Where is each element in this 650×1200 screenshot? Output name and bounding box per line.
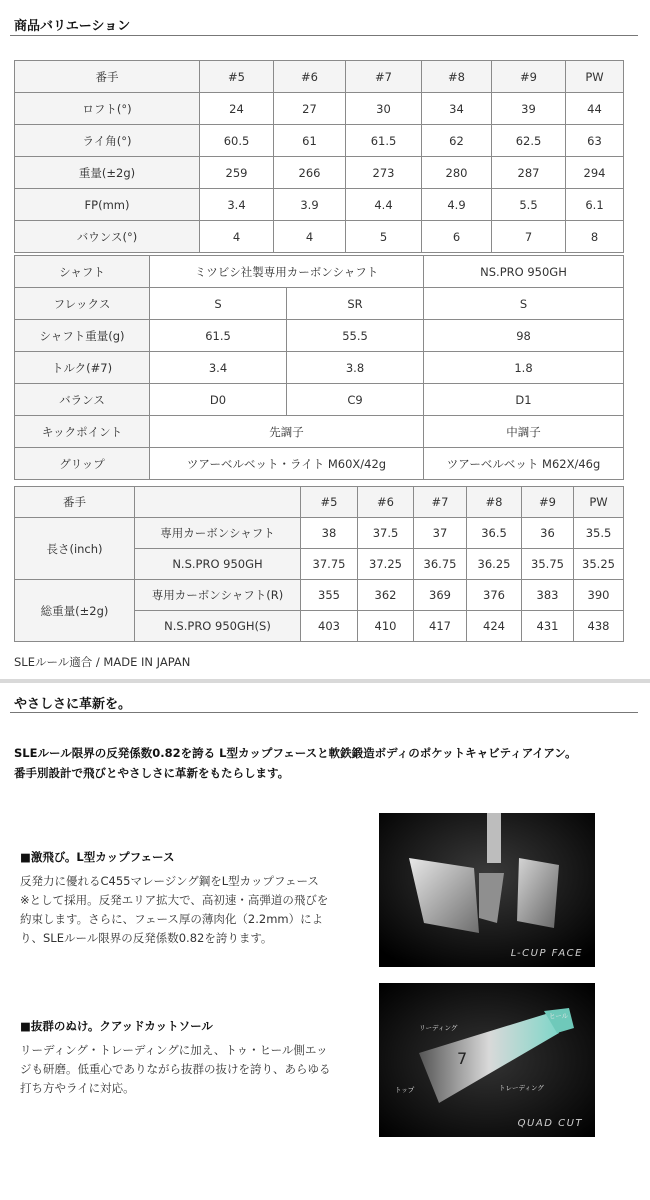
table-cell: 369: [414, 580, 467, 611]
rule-note: SLEルール適合 / MADE IN JAPAN: [14, 655, 191, 669]
table-cell: 362: [358, 580, 414, 611]
table-cell: 重量(±2g): [15, 157, 200, 189]
table-cell: 37.25: [358, 549, 414, 580]
row-label: キックポイント: [15, 416, 150, 448]
table-cell: 390: [574, 580, 624, 611]
table-cell: S: [150, 288, 287, 320]
table-cell: ロフト(°): [15, 93, 200, 125]
table-row: [15, 288, 624, 320]
feature-body-cup-face: [20, 872, 360, 948]
table-cell: 37.75: [301, 549, 358, 580]
table-cell: 61.5: [346, 125, 422, 157]
feature-title-cup-face: ■激飛び。L型カップフェース: [20, 850, 175, 864]
table-cell: 35.5: [574, 518, 624, 549]
row-label: フレックス: [15, 288, 150, 320]
table-cell: 8: [566, 221, 624, 253]
table-cell: 番手: [15, 487, 135, 518]
table-cell: 287: [492, 157, 566, 189]
table-row: [15, 352, 624, 384]
table-cell: D0: [150, 384, 287, 416]
table-row: [15, 320, 624, 352]
table-row: [15, 61, 624, 93]
table-cell: [135, 487, 301, 518]
row-label: シャフト重量(g): [15, 320, 150, 352]
table-row: [15, 487, 624, 518]
table-cell: 98: [424, 320, 624, 352]
table-cell: 36: [522, 518, 574, 549]
feature-body-quad-cut: [20, 1041, 360, 1098]
feature-line: ジも研磨。低重心でありながら抜群の抜けを誇り、あらゆる: [20, 1062, 331, 1076]
row-label: トルク(#7): [15, 352, 150, 384]
table-cell: 417: [414, 611, 467, 642]
table-cell: 4: [200, 221, 274, 253]
table-cell: 36.25: [467, 549, 522, 580]
club-sole-image: [379, 983, 595, 1137]
table-cell: 専用カーボンシャフト: [135, 518, 301, 549]
photo-caption: QUAD CUT: [517, 1118, 583, 1129]
feature-line: 打ち方やライに対応。: [20, 1081, 135, 1095]
table-cell: #5: [301, 487, 358, 518]
table-row: [15, 518, 624, 549]
lead-text-1: SLEルール限界の反発係数0.82を誇る L型カップフェースと軟鉄鍛造ボディのポケットキャビティアイアン。: [14, 746, 577, 760]
table-row: [15, 416, 624, 448]
table-cell: #7: [346, 61, 422, 93]
feature-line: 反発力に優れるC455マレージング鋼をL型カップフェース: [20, 874, 319, 888]
table-cell: 383: [522, 580, 574, 611]
table-cell: 30: [346, 93, 422, 125]
table-cell: 総重量(±2g): [15, 580, 135, 642]
shaft-steel: NS.PRO 950GH: [424, 256, 624, 288]
table-cell: 39: [492, 93, 566, 125]
shaft-spec-table: [14, 255, 624, 480]
table-cell: ツアーベルベット M62X/46g: [424, 448, 624, 480]
section-divider: [10, 35, 638, 36]
table-cell: 55.5: [287, 320, 424, 352]
table-row: [15, 189, 624, 221]
table-cell: 35.25: [574, 549, 624, 580]
table-cell: 62: [422, 125, 492, 157]
label-trailing: トレーディング: [499, 1084, 544, 1092]
label-leading: リーディング: [419, 1024, 458, 1032]
length-weight-table: [14, 486, 624, 642]
table-cell: #5: [200, 61, 274, 93]
table-cell: 長さ(inch): [15, 518, 135, 580]
table-cell: 4: [274, 221, 346, 253]
table-cell: 先調子: [150, 416, 424, 448]
feature-line: 約束します。さらに、フェース厚の薄肉化（2.2mm）によ: [20, 912, 324, 926]
table-row: [15, 256, 624, 288]
table-cell: #8: [467, 487, 522, 518]
cup-face-photo: [379, 813, 595, 967]
feature-line: ※として採用。反発エリア拡大で、高初速・高弾道の飛びを: [20, 893, 329, 907]
table-cell: 61: [274, 125, 346, 157]
shaft-carbon: ミツビシ社製専用カーボンシャフト: [150, 256, 424, 288]
table-cell: 1.8: [424, 352, 624, 384]
table-cell: 63: [566, 125, 624, 157]
table-cell: 24: [200, 93, 274, 125]
table-cell: PW: [566, 61, 624, 93]
table-cell: 番手: [15, 61, 200, 93]
table-cell: 専用カーボンシャフト(R): [135, 580, 301, 611]
table-cell: N.S.PRO 950GH: [135, 549, 301, 580]
table-cell: ライ角(°): [15, 125, 200, 157]
table-row: [15, 125, 624, 157]
table-cell: #7: [414, 487, 467, 518]
table-cell: 3.8: [287, 352, 424, 384]
table-cell: 5: [346, 221, 422, 253]
table-cell: 355: [301, 580, 358, 611]
table-cell: バウンス(°): [15, 221, 200, 253]
table-cell: 4.9: [422, 189, 492, 221]
table-cell: 36.5: [467, 518, 522, 549]
table-row: [15, 157, 624, 189]
table-cell: #6: [358, 487, 414, 518]
table-cell: 62.5: [492, 125, 566, 157]
table-cell: 376: [467, 580, 522, 611]
label-toe: トップ: [395, 1086, 415, 1094]
table-cell: 27: [274, 93, 346, 125]
table-cell: N.S.PRO 950GH(S): [135, 611, 301, 642]
row-label: グリップ: [15, 448, 150, 480]
table-cell: C9: [287, 384, 424, 416]
table-cell: 37.5: [358, 518, 414, 549]
club-head-image: [379, 813, 595, 967]
table-cell: 273: [346, 157, 422, 189]
table-cell: FP(mm): [15, 189, 200, 221]
table-cell: 438: [574, 611, 624, 642]
table-cell: S: [424, 288, 624, 320]
table-cell: 60.5: [200, 125, 274, 157]
iron-number: 7: [457, 1049, 468, 1068]
photo-caption: L-CUP FACE: [510, 948, 583, 959]
quad-cut-photo: [379, 983, 595, 1137]
table-cell: SR: [287, 288, 424, 320]
table-cell: 6.1: [566, 189, 624, 221]
table-row: [15, 93, 624, 125]
table-cell: ツアーベルベット・ライト M60X/42g: [150, 448, 424, 480]
row-label: バランス: [15, 384, 150, 416]
section-title-variations: 商品バリエーション: [14, 19, 131, 34]
table-cell: 3.9: [274, 189, 346, 221]
feature-line: リーディング・トレーディングに加え、トゥ・ヒール側エッ: [20, 1043, 328, 1057]
table-cell: 34: [422, 93, 492, 125]
table-cell: 37: [414, 518, 467, 549]
table-cell: 6: [422, 221, 492, 253]
table-cell: 3.4: [200, 189, 274, 221]
lead-text-2: 番手別設計で飛びとやさしさに革新をもたらします。: [14, 766, 290, 780]
table-cell: 259: [200, 157, 274, 189]
table-cell: 中調子: [424, 416, 624, 448]
table-cell: 44: [566, 93, 624, 125]
head-spec-table: [14, 60, 624, 253]
feature-line: り、SLEルール限界の反発係数0.82を誇ります。: [20, 931, 273, 945]
section-divider: [10, 712, 638, 713]
table-cell: #8: [422, 61, 492, 93]
table-row: [15, 448, 624, 480]
table-cell: #9: [492, 61, 566, 93]
table-cell: 4.4: [346, 189, 422, 221]
section-title-innovation: やさしさに革新を。: [14, 697, 132, 712]
table-cell: 3.4: [150, 352, 287, 384]
table-row: [15, 384, 624, 416]
table-cell: 424: [467, 611, 522, 642]
table-cell: 403: [301, 611, 358, 642]
table-cell: 431: [522, 611, 574, 642]
table-cell: 7: [492, 221, 566, 253]
table-row: [15, 221, 624, 253]
table-cell: 38: [301, 518, 358, 549]
table-row: [15, 580, 624, 611]
table-cell: 410: [358, 611, 414, 642]
table-cell: PW: [574, 487, 624, 518]
row-label: シャフト: [15, 256, 150, 288]
feature-title-quad-cut: ■抜群のぬけ。クアッドカットソール: [20, 1019, 213, 1033]
table-cell: 5.5: [492, 189, 566, 221]
table-cell: D1: [424, 384, 624, 416]
table-cell: 266: [274, 157, 346, 189]
section-separator: [0, 679, 650, 683]
table-cell: 61.5: [150, 320, 287, 352]
table-cell: 294: [566, 157, 624, 189]
table-cell: 36.75: [414, 549, 467, 580]
label-heel: ヒール: [549, 1012, 569, 1020]
table-cell: 35.75: [522, 549, 574, 580]
table-cell: #6: [274, 61, 346, 93]
table-cell: 280: [422, 157, 492, 189]
table-cell: #9: [522, 487, 574, 518]
